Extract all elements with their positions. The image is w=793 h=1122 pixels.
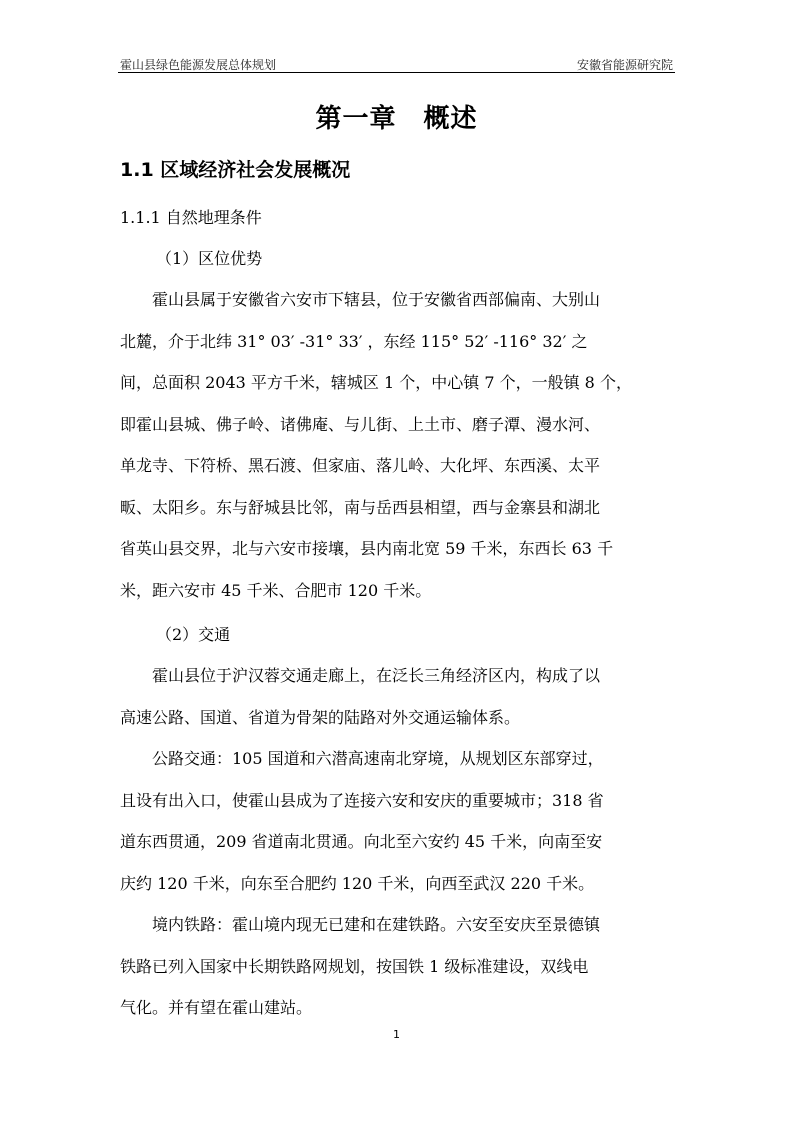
paragraph-line: 气化。并有望在霍山建站。 (120, 998, 313, 1017)
section-title: 1.1 区域经济社会发展概况 (120, 159, 351, 181)
chapter-title: 第一章 概述 (315, 104, 478, 134)
paragraph-transport-overview (120, 655, 678, 738)
paragraph-location (120, 279, 678, 611)
paragraph-line: 高速公路、国道、省道为骨架的陆路对外交通运输体系。 (120, 707, 521, 727)
paragraph-line: 道东西贯通，209 省道南北贯通。向北至六安约 45 千米，向南至安 (120, 832, 603, 851)
paragraph-line: 境内铁路：霍山境内现无已建和在建铁路。六安至安庆至景德镇 (152, 915, 601, 934)
paragraph-line: 且设有出入口，使霍山县成为了连接六安和安庆的重要城市；318 省 (120, 790, 604, 810)
item-heading-transport: （2）交通 (156, 625, 231, 644)
subsection-title: 1.1.1 自然地理条件 (120, 208, 262, 227)
paragraph-line: 单龙寺、下符桥、黑石渡、但家庙、落儿岭、大化坪、东西溪、太平 (120, 456, 601, 475)
paragraph-line: 公路交通：105 国道和六潜高速南北穿境，从规划区东部穿过， (152, 749, 604, 768)
paragraph-line: 霍山县位于沪汉蓉交通走廊上，在泛长三角经济区内，构成了以 (152, 666, 601, 685)
paragraph-line: 省英山县交界，北与六安市接壤，县内南北宽 59 千米，东西长 63 千 (120, 539, 614, 558)
item-heading-location: （1）区位优势 (156, 249, 263, 268)
page-number: 1 (393, 1028, 400, 1041)
page-header (118, 52, 675, 73)
paragraph-line: 庆约 120 千米，向东至合肥约 120 千米，向西至武汉 220 千米。 (120, 873, 595, 893)
paragraph-line: 霍山县属于安徽省六安市下辖县，位于安徽省西部偏南、大别山 (152, 290, 601, 309)
paragraph-line: 畈、太阳乡。东与舒城县比邻，南与岳西县相望，西与金寨县和湖北 (120, 497, 601, 517)
paragraph-road-transport (120, 738, 678, 904)
paragraph-line: 铁路已列入国家中长期铁路网规划，按国铁 1 级标准建设，双线电 (120, 956, 589, 976)
header-document-title: 霍山县绿色能源发展总体规划 (120, 58, 277, 72)
paragraph-railway (120, 904, 678, 1029)
paragraph-line: 米，距六安市 45 千米、合肥市 120 千米。 (120, 580, 432, 600)
paragraph-line: 即霍山县城、佛子岭、诸佛庵、与儿街、上土市、磨子潭、漫水河、 (120, 414, 601, 434)
paragraph-line: 间，总面积 2043 平方千米，辖城区 1 个，中心镇 7 个，一般镇 8 个， (120, 373, 632, 392)
header-organization: 安徽省能源研究院 (576, 58, 673, 72)
paragraph-line: 北麓，介于北纬 31° 03′ -31° 33′ ，东经 115° 52′ -116° 32′ 之 (120, 331, 588, 351)
